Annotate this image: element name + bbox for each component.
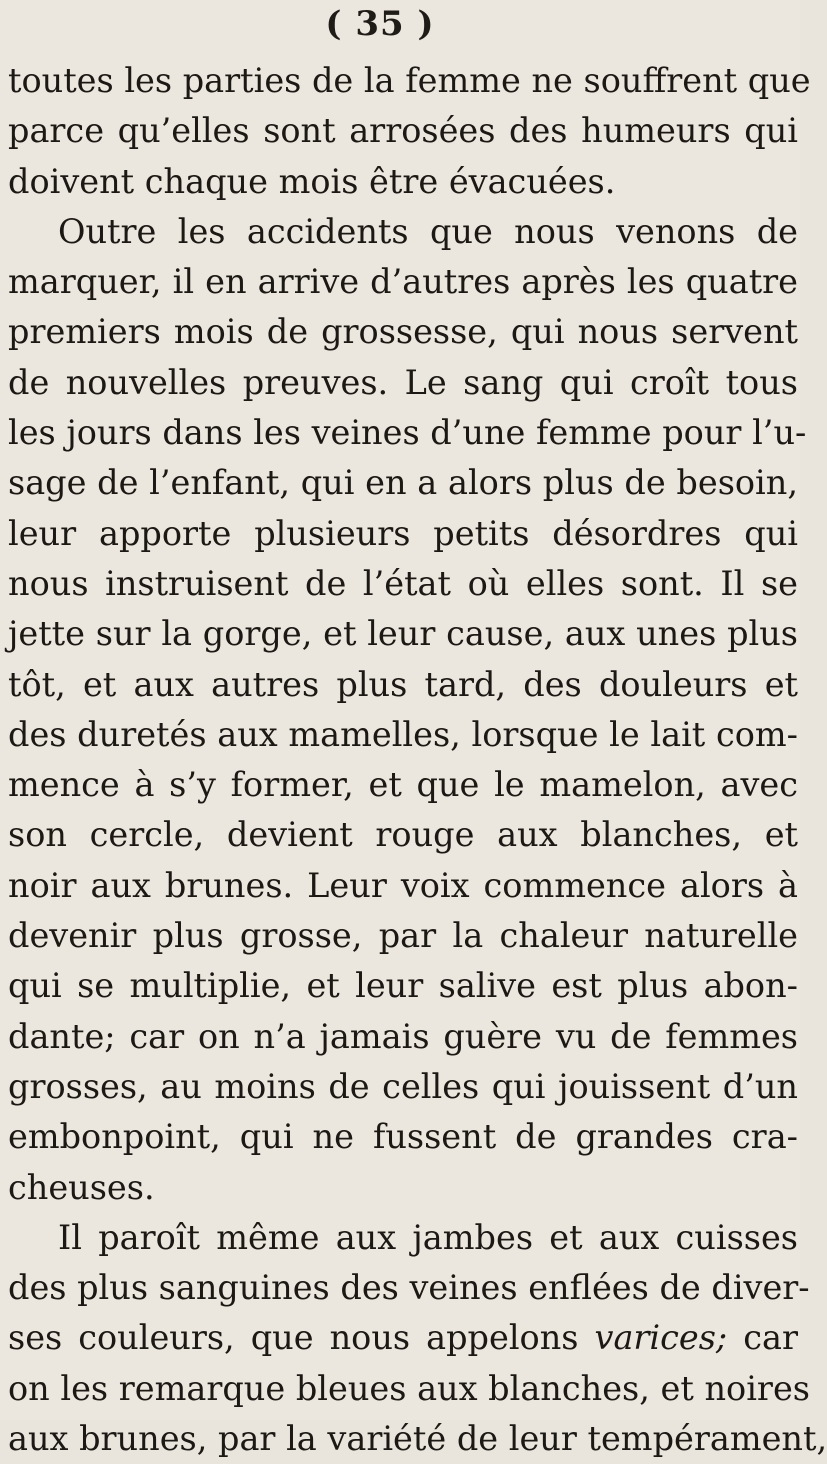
text-line: jette sur la gorge, et leur cause, aux unes plus [8, 614, 798, 654]
text-line: Il paroît même aux jambes et aux cuisses [58, 1217, 798, 1257]
text-line: cheuses. [8, 1167, 155, 1207]
body-text [8, 56, 827, 1464]
text-line: des plus sanguines des veines enflées de diver- [8, 1268, 810, 1308]
text-line: aux brunes, par la variété de leur tempérament, [8, 1419, 827, 1459]
text-line: nous instruisent de l’état où elles sont. Il se [8, 563, 798, 603]
italic-term: varices; [594, 1318, 728, 1358]
text-line: devenir plus grosse, par la chaleur naturelle [8, 916, 798, 956]
text-line: tôt, et aux autres plus tard, des douleurs et [8, 664, 798, 704]
text-line: dante; car on n’a jamais guère vu de femmes [8, 1016, 798, 1056]
page-number: ( 35 ) [325, 4, 435, 44]
text-line-mixed [8, 1313, 798, 1363]
text-segment: ses couleurs, que nous appelons [8, 1318, 579, 1358]
text-segment: car [743, 1318, 798, 1358]
text-line: qui se multiplie, et leur salive est plus abon- [8, 966, 798, 1006]
text-line: premiers mois de grossesse, qui nous servent [8, 312, 798, 352]
text-line: on les remarque bleues aux blanches, et noires [8, 1368, 810, 1408]
text-line: Outre les accidents que nous venons de [58, 211, 798, 251]
text-line: doivent chaque mois être évacuées. [8, 161, 616, 201]
text-line: les jours dans les veines d’une femme pour l’u- [8, 413, 807, 453]
text-line: son cercle, devient rouge aux blanches, et [8, 815, 798, 855]
text-line: marquer, il en arrive d’autres après les quatre [8, 262, 798, 302]
text-line: noir aux brunes. Leur voix commence alors à [8, 865, 798, 905]
text-line: embonpoint, qui ne fussent de grandes cra- [8, 1117, 798, 1157]
text-line: toutes les parties de la femme ne souffrent que [8, 61, 811, 100]
text-line: parce qu’elles sont arrosées des humeurs qui [8, 111, 798, 151]
text-line: de nouvelles preuves. Le sang qui croît tous [8, 362, 798, 402]
text-line: leur apporte plusieurs petits désordres qui [8, 513, 798, 553]
text-line: mence à s’y former, et que le mamelon, avec [8, 765, 798, 805]
text-line: grosses, au moins de celles qui jouissent d’un [8, 1066, 798, 1106]
text-line: des duretés aux mamelles, lorsque le lait com- [8, 714, 798, 754]
text-line: sage de l’enfant, qui en a alors plus de besoin, [8, 463, 798, 503]
